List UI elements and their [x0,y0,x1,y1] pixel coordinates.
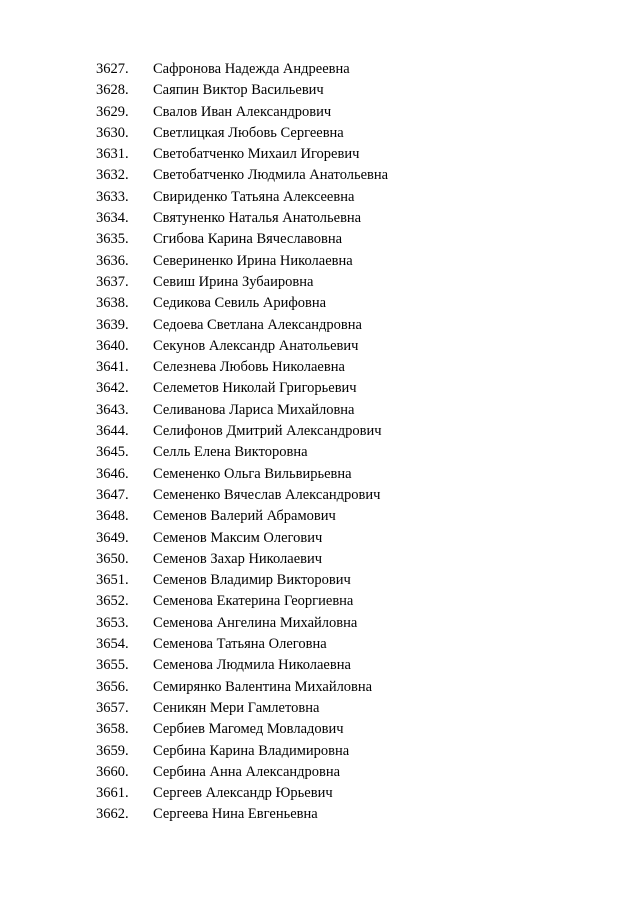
list-item [0,741,640,762]
entry-name: Светлицкая Любовь Сергеевна [153,124,344,141]
list-item [0,208,640,229]
entry-number: 3642. [96,380,129,397]
entry-number: 3631. [96,146,129,163]
entry-number: 3651. [96,572,129,589]
entry-name: Семенов Валерий Абрамович [153,508,336,525]
entry-number: 3657. [96,699,129,716]
entry-number: 3632. [96,167,129,184]
list-item [0,698,640,719]
entry-name: Семенова Екатерина Георгиевна [153,593,354,610]
list-item [0,102,640,123]
entry-number: 3655. [96,657,129,674]
entry-number: 3630. [96,124,129,141]
entry-number: 3650. [96,550,129,567]
list-item [0,293,640,314]
entry-name: Семенов Захар Николаевич [153,550,323,567]
list-item [0,80,640,101]
entry-number: 3634. [96,210,129,227]
list-item [0,442,640,463]
list-item [0,378,640,399]
entry-name: Семененко Вячеслав Александрович [153,486,381,503]
entry-number: 3662. [96,806,129,823]
list-item [0,506,640,527]
entry-number: 3644. [96,423,129,440]
entry-name: Сербиев Магомед Мовладович [153,721,344,738]
entry-number: 3647. [96,486,129,503]
entry-number: 3636. [96,252,129,269]
list-item [0,187,640,208]
entry-name: Семенова Татьяна Олеговна [153,636,327,653]
entry-name: Семенов Максим Олегович [153,529,323,546]
list-item [0,123,640,144]
entry-name: Сеникян Мери Гамлетовна [153,699,320,716]
entry-number: 3658. [96,721,129,738]
entry-number: 3649. [96,529,129,546]
name-list [0,59,640,826]
entry-name: Семенова Людмила Николаевна [153,657,351,674]
list-item [0,528,640,549]
list-item [0,719,640,740]
entry-number: 3639. [96,316,129,333]
list-item [0,570,640,591]
entry-name: Свириденко Татьяна Алексеевна [153,188,355,205]
list-item [0,357,640,378]
list-item [0,634,640,655]
entry-number: 3661. [96,785,129,802]
entry-name: Семенова Ангелина Михайловна [153,614,358,631]
list-item [0,591,640,612]
entry-name: Сгибова Карина Вячеславовна [153,231,343,248]
list-item [0,400,640,421]
entry-name: Селиванова Лариса Михайловна [153,401,355,418]
list-item [0,804,640,825]
list-item [0,549,640,570]
entry-number: 3654. [96,636,129,653]
entry-number: 3638. [96,295,129,312]
list-item [0,613,640,634]
list-item [0,655,640,676]
entry-name: Сафронова Надежда Андреевна [153,61,350,77]
entry-name: Селезнева Любовь Николаевна [153,359,345,376]
entry-name: Семенов Владимир Викторович [153,572,351,589]
entry-name: Светобатченко Михаил Игоревич [153,146,360,163]
entry-name: Сергеева Нина Евгеньевна [153,806,318,823]
entry-number: 3641. [96,359,129,376]
list-item [0,272,640,293]
entry-number: 3637. [96,273,129,290]
entry-number: 3633. [96,188,129,205]
list-item [0,485,640,506]
list-item [0,464,640,485]
entry-name: Секунов Александр Анатольевич [153,337,359,354]
list-item [0,251,640,272]
list-item [0,783,640,804]
entry-name: Севиш Ирина Зубаировна [153,273,314,290]
entry-number: 3640. [96,337,129,354]
entry-name: Семирянко Валентина Михайловна [153,678,373,695]
entry-number: 3656. [96,678,129,695]
entry-number: 3629. [96,103,129,120]
entry-name: Саяпин Виктор Васильевич [153,82,324,99]
entry-number: 3645. [96,444,129,461]
entry-number: 3635. [96,231,129,248]
entry-number: 3628. [96,82,129,99]
list-item [0,229,640,250]
list-item [0,315,640,336]
list-item [0,336,640,357]
entry-number: 3646. [96,465,129,482]
entry-name: Сербина Карина Владимировна [153,742,350,759]
entry-number: 3627. [96,61,129,77]
list-item [0,762,640,783]
list-item [0,144,640,165]
entry-name: Сербина Анна Александровна [153,763,341,780]
entry-name: Селль Елена Викторовна [153,444,308,461]
entry-name: Седикова Севиль Арифовна [153,295,327,312]
list-item [0,421,640,442]
entry-number: 3643. [96,401,129,418]
list-item [0,59,640,80]
list-item [0,677,640,698]
entry-name: Седоева Светлана Александровна [153,316,362,333]
entry-name: Сергеев Александр Юрьевич [153,785,333,802]
entry-name: Селеметов Николай Григорьевич [153,380,357,397]
entry-name: Святуненко Наталья Анатольевна [153,210,362,227]
list-item [0,165,640,186]
entry-number: 3659. [96,742,129,759]
entry-name: Селифонов Дмитрий Александрович [153,423,382,440]
entry-name: Севериненко Ирина Николаевна [153,252,353,269]
entry-number: 3648. [96,508,129,525]
entry-number: 3660. [96,763,129,780]
entry-name: Светобатченко Людмила Анатольевна [153,167,389,184]
entry-name: Свалов Иван Александрович [153,103,332,120]
entry-number: 3652. [96,593,129,610]
entry-number: 3653. [96,614,129,631]
entry-name: Семененко Ольга Вильвирьевна [153,465,352,482]
